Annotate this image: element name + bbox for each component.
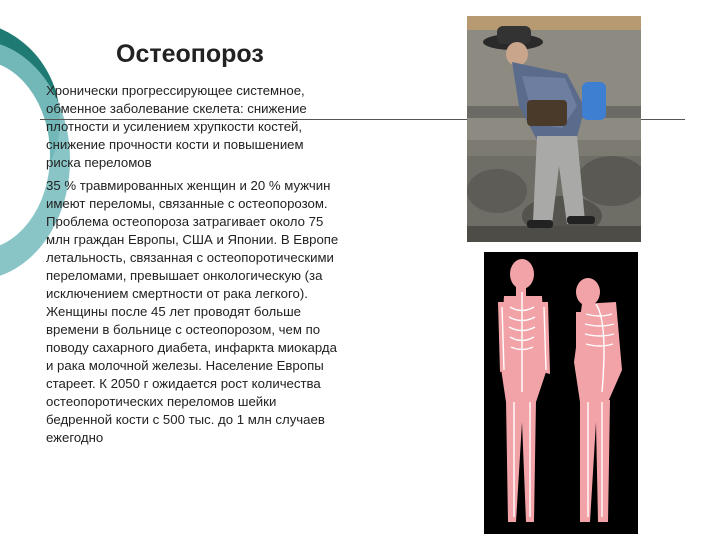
slide-title: Остеопороз bbox=[116, 40, 264, 68]
elderly-woman-photo bbox=[467, 16, 641, 242]
skeleton-comparison-image bbox=[484, 252, 638, 534]
paragraph-statistics: 35 % травмированных женщин и 20 % мужчин имеют переломы, связанные с остеопорозом. Проблема остеопороза затрагивает около 75 млн граждан Европы, США и Японии. В Европе летальность, связанная с остеопоротическими переломами, превышает онкологическую (за исключением смертности от рака легкого). Женщины после 45 лет проводят больше времени в больнице с остеопорозом, чем по поводу сахарного диабета, инфаркта миокарда и рака молочной железы. Население Европы стареет. К 2050 г ожидается рост количества остеопоротических переломов шейки бедренной кости с 500 тыс. до 1 млн случаев ежегодно bbox=[46, 178, 339, 445]
paragraph-definition: Хронически прогрессирующее системное, обменное заболевание скелета: снижение плотности и усилением хрупкости костей, снижение прочности кости и повышением риска переломов bbox=[46, 83, 307, 170]
